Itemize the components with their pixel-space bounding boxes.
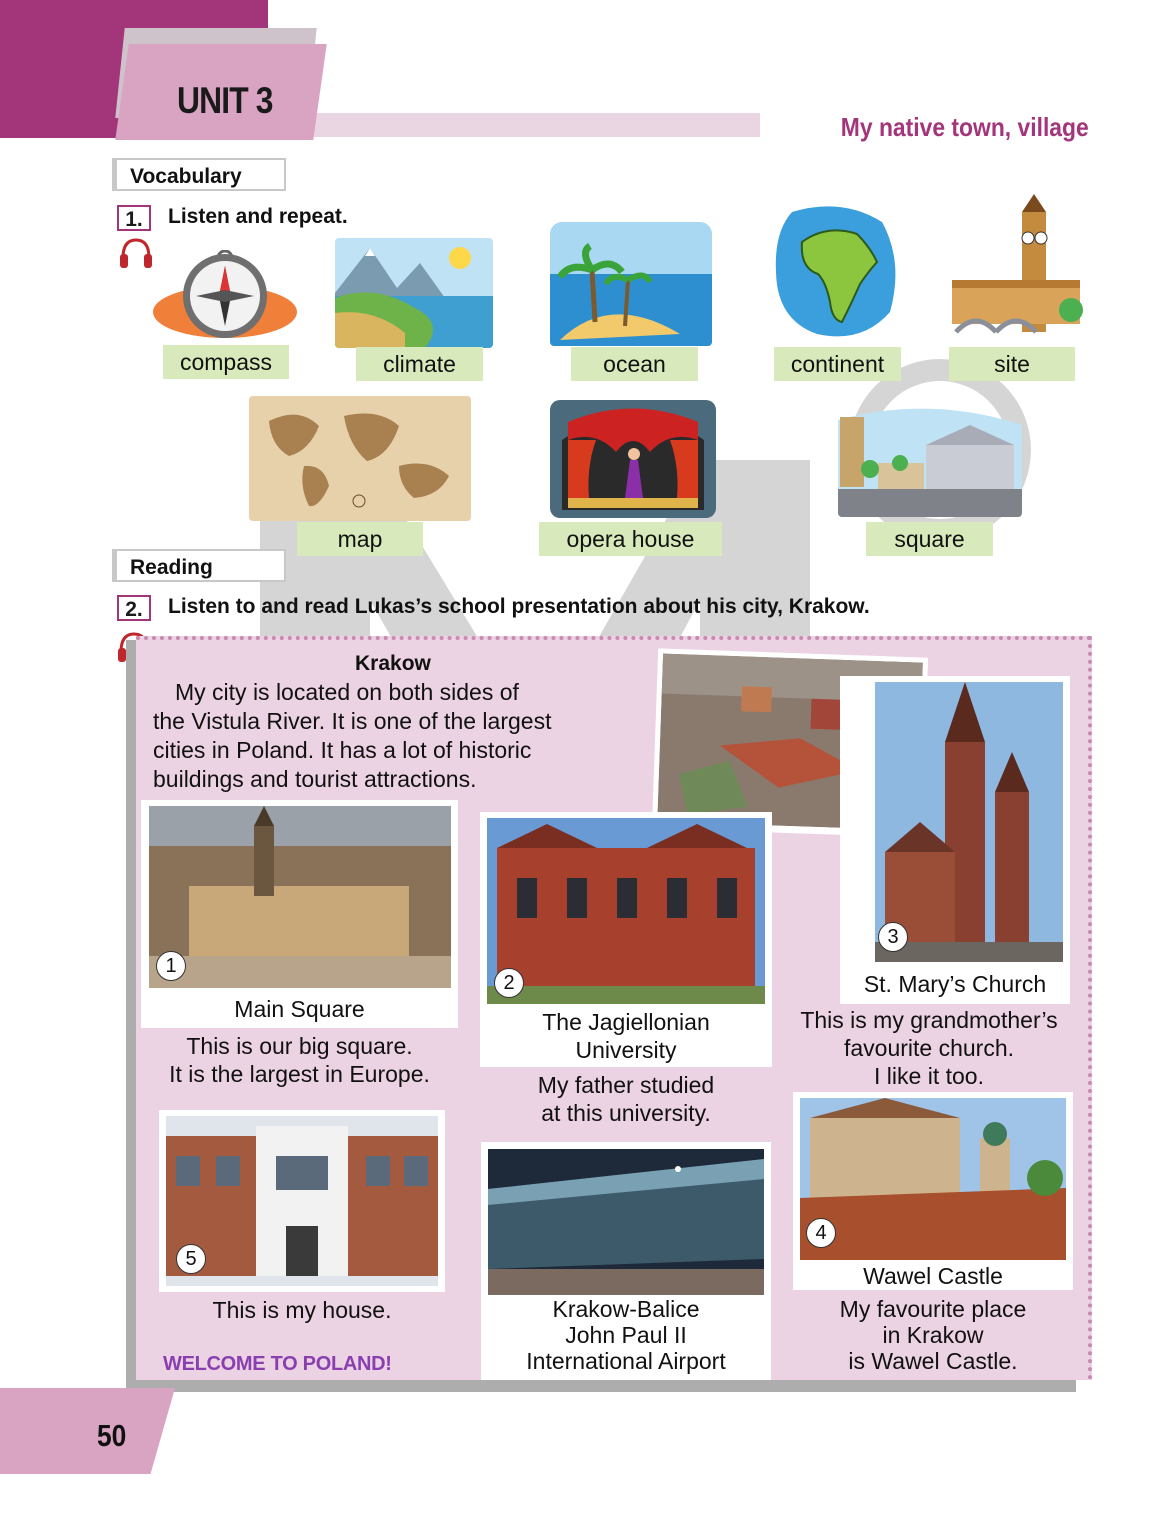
caption-line: My favourite place — [839, 1296, 1027, 1322]
ocean-picture — [550, 222, 712, 346]
place-number-2: 2 — [494, 968, 524, 998]
page-number: 50 — [97, 1418, 127, 1453]
main-square-photo — [149, 806, 451, 988]
reading-intro — [153, 678, 637, 794]
caption-line: University — [575, 1037, 677, 1063]
reading-label: Reading — [112, 549, 286, 582]
church-photo — [875, 682, 1063, 962]
caption-line: at this university. — [541, 1100, 711, 1126]
place-name-church: St. Mary’s Church — [863, 971, 1047, 997]
exercise-number: 1. — [117, 205, 151, 231]
vocab-word-compass: compass — [163, 345, 289, 379]
place-text-church — [770, 1006, 1088, 1090]
vocab-word-square: square — [866, 522, 993, 556]
place-name-university — [480, 1008, 772, 1064]
intro-line: the Vistula River. It is one of the largest — [153, 708, 552, 734]
compass-picture — [152, 250, 298, 342]
place-number-1: 1 — [156, 951, 186, 981]
caption-line: John Paul II — [565, 1322, 687, 1348]
place-text-castle — [793, 1296, 1073, 1374]
page-number-tab — [0, 1388, 175, 1474]
unit-title: UNIT 3 — [177, 80, 273, 121]
map-picture — [249, 396, 471, 521]
caption-line: favourite church. — [843, 1035, 1015, 1061]
university-photo — [487, 818, 765, 1004]
caption-line: International Airport — [526, 1348, 726, 1374]
caption-line: It is the largest in Europe. — [169, 1061, 430, 1087]
place-number-3: 3 — [878, 922, 908, 952]
vocab-word-ocean: ocean — [571, 347, 698, 381]
vocab-word-map: map — [297, 522, 423, 556]
place-text-main-square — [141, 1032, 458, 1088]
exercise-instruction: Listen and repeat. — [168, 205, 348, 228]
intro-line: cities in Poland. It has a lot of historic — [153, 737, 532, 763]
caption-line: is Wawel Castle. — [848, 1348, 1018, 1374]
welcome-slogan: WELCOME TO POLAND! — [163, 1353, 392, 1375]
airport-photo — [488, 1149, 764, 1295]
headphones-icon[interactable] — [118, 236, 154, 270]
caption-line: This is our big square. — [186, 1033, 413, 1059]
place-name-airport — [481, 1296, 771, 1374]
square-picture — [838, 405, 1022, 517]
vocab-word-climate: climate — [356, 347, 483, 381]
place-text-house: This is my house. — [212, 1297, 392, 1323]
exercise-number-2: 2. — [117, 595, 151, 621]
vocab-word-continent: continent — [774, 347, 901, 381]
reading-title: Krakow — [355, 652, 431, 675]
page-subtitle: My native town, village — [841, 112, 1089, 142]
place-number-5: 5 — [176, 1244, 206, 1274]
caption-line: I like it too. — [874, 1063, 984, 1089]
vocab-word-site: site — [949, 347, 1075, 381]
caption-line: My father studied — [537, 1072, 715, 1098]
header-strip — [300, 113, 760, 137]
place-number-4: 4 — [806, 1218, 836, 1248]
place-name-main-square: Main Square — [234, 996, 365, 1022]
vocabulary-label: Vocabulary — [112, 158, 286, 191]
opera-house-picture — [550, 400, 716, 518]
place-name-castle: Wawel Castle — [863, 1263, 1003, 1289]
vocab-word-opera-house: opera house — [539, 522, 722, 556]
caption-line: The Jagiellonian — [542, 1009, 710, 1035]
climate-picture — [335, 238, 493, 348]
caption-line: This is my grandmother’s — [800, 1007, 1058, 1033]
place-text-university — [480, 1071, 772, 1127]
site-picture — [946, 192, 1086, 342]
house-photo — [166, 1116, 438, 1286]
caption-line: Krakow-Balice — [552, 1296, 700, 1322]
intro-line: buildings and tourist attractions. — [153, 766, 477, 792]
continent-picture — [772, 202, 902, 342]
exercise-instruction-2: Listen to and read Lukas’s school presentation about his city, Krakow. — [168, 595, 870, 618]
caption-line: in Krakow — [882, 1322, 984, 1348]
intro-line: My city is located on both sides of — [175, 679, 519, 705]
castle-photo — [800, 1098, 1066, 1260]
